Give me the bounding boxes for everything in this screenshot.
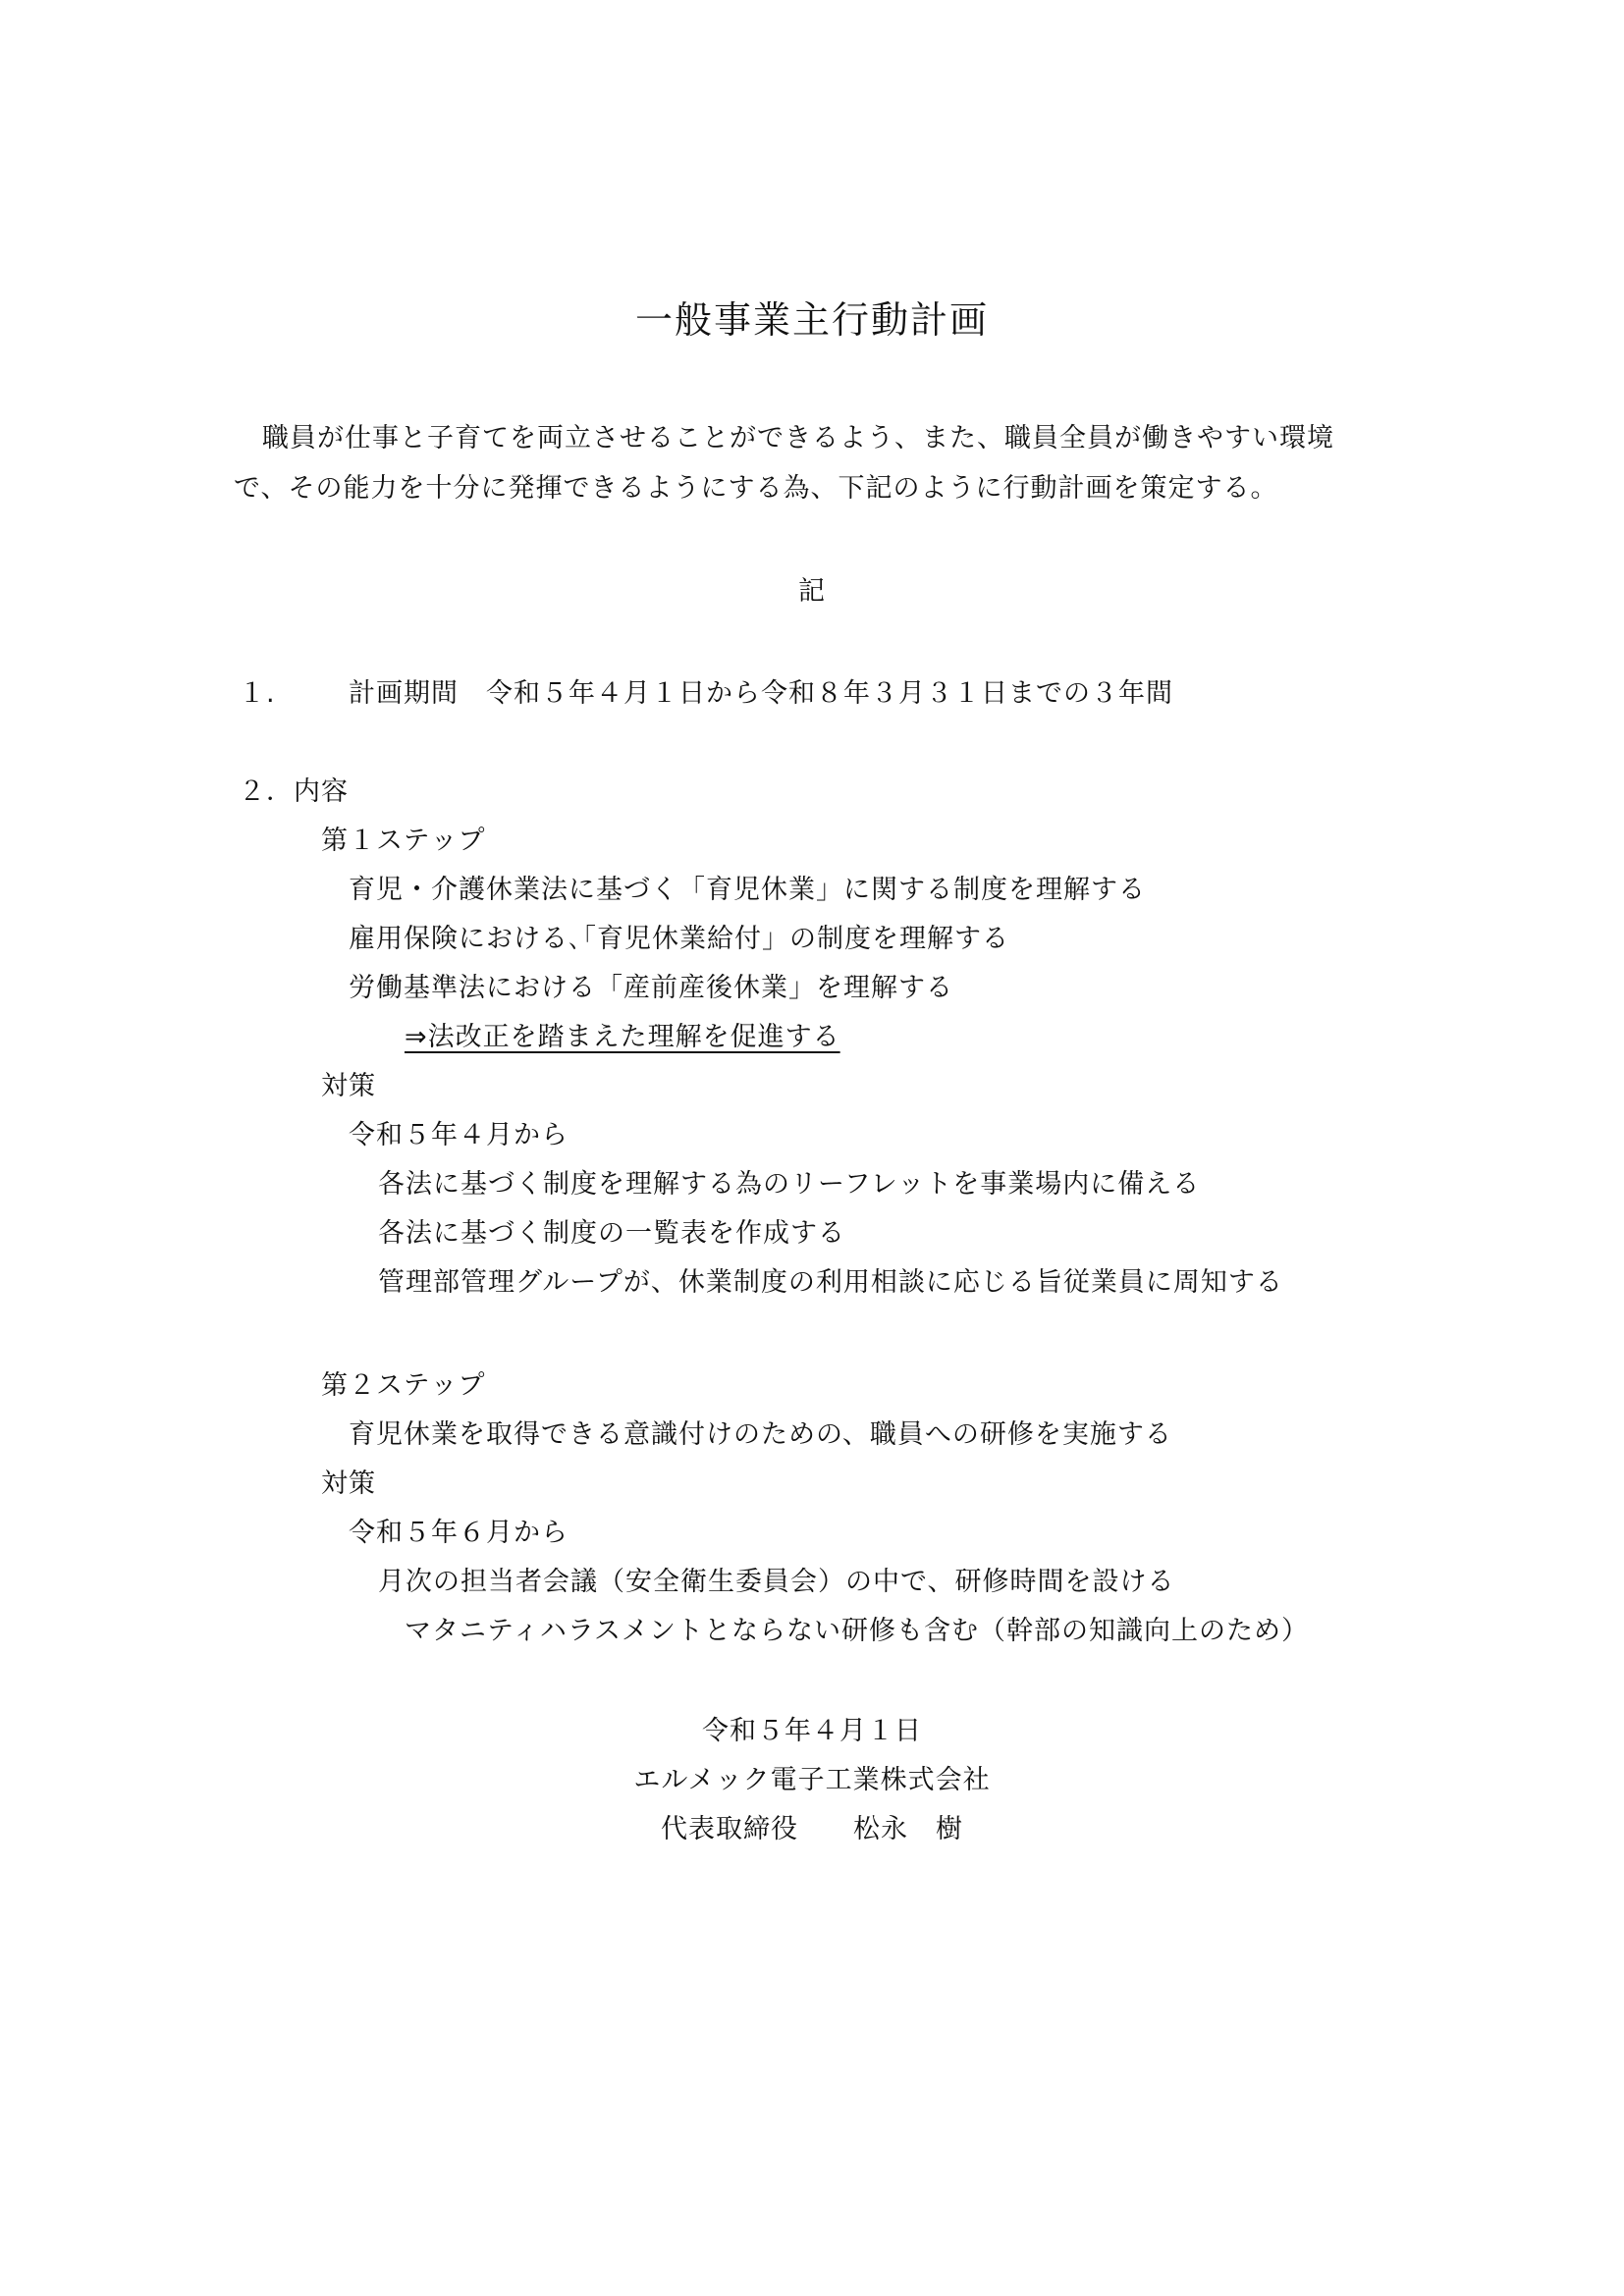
step2-sub-measure: マタニティハラスメントとならない研修も含む（幹部の知識向上のため） — [405, 1616, 1310, 1646]
step2-item: 育児休業を取得できる意識付けのための、職員への研修を実施する — [349, 1419, 1172, 1450]
intro-line-1: 職員が仕事と子育てを両立させることができるよう、また、職員全員が働きやすい環境 — [262, 423, 1334, 454]
step1-item: 育児・介護休業法に基づく「育児休業」に関する制度を理解する — [349, 875, 1146, 905]
step1-measures-heading: 対策 — [321, 1071, 376, 1101]
step1-measure: 各法に基づく制度の一覧表を作成する — [378, 1218, 845, 1249]
section1-text: 計画期間 令和５年４月１日から令和８年３月３１日までの３年間 — [349, 678, 1173, 709]
signature-date: 令和５年４月１日 — [702, 1716, 922, 1746]
ki-marker: 記 — [798, 576, 826, 607]
step1-item: 労働基準法における「産前産後休業」を理解する — [349, 973, 953, 1003]
signature-representative — [0, 1813, 1624, 1846]
document-title: 一般事業主行動計画 — [634, 298, 989, 342]
signature-name: 松永 樹 — [853, 1814, 963, 1844]
step1-item: 雇用保険における､｢育児休業給付」の制度を理解する — [349, 924, 1009, 954]
section2-heading: ２．内容 — [239, 776, 349, 807]
signature-company: エルメック電子工業株式会社 — [633, 1765, 991, 1795]
step2-measure: 月次の担当者会議（安全衛生委員会）の中で、研修時間を設ける — [378, 1567, 1175, 1597]
step1-heading: 第１ステップ — [321, 826, 486, 856]
step1-measures-date: 令和５年４月から — [349, 1120, 568, 1150]
step1-measure: 管理部管理グループが、休業制度の利用相談に応じる旨従業員に周知する — [378, 1267, 1283, 1298]
step2-measures-date: 令和５年６月から — [349, 1518, 568, 1548]
step2-heading: 第２ステップ — [321, 1370, 486, 1401]
step2-measures-heading: 対策 — [321, 1468, 376, 1499]
intro-line-2: で、その能力を十分に発揮できるようにする為、下記のように行動計画を策定する。 — [234, 473, 1278, 504]
section1-number: １. — [239, 678, 276, 709]
step1-arrow-note: ⇒法改正を踏まえた理解を促進する — [405, 1022, 840, 1052]
signature-position: 代表取締役 — [661, 1814, 798, 1844]
step1-measure: 各法に基づく制度を理解する為のリーフレットを事業場内に備える — [378, 1169, 1201, 1200]
